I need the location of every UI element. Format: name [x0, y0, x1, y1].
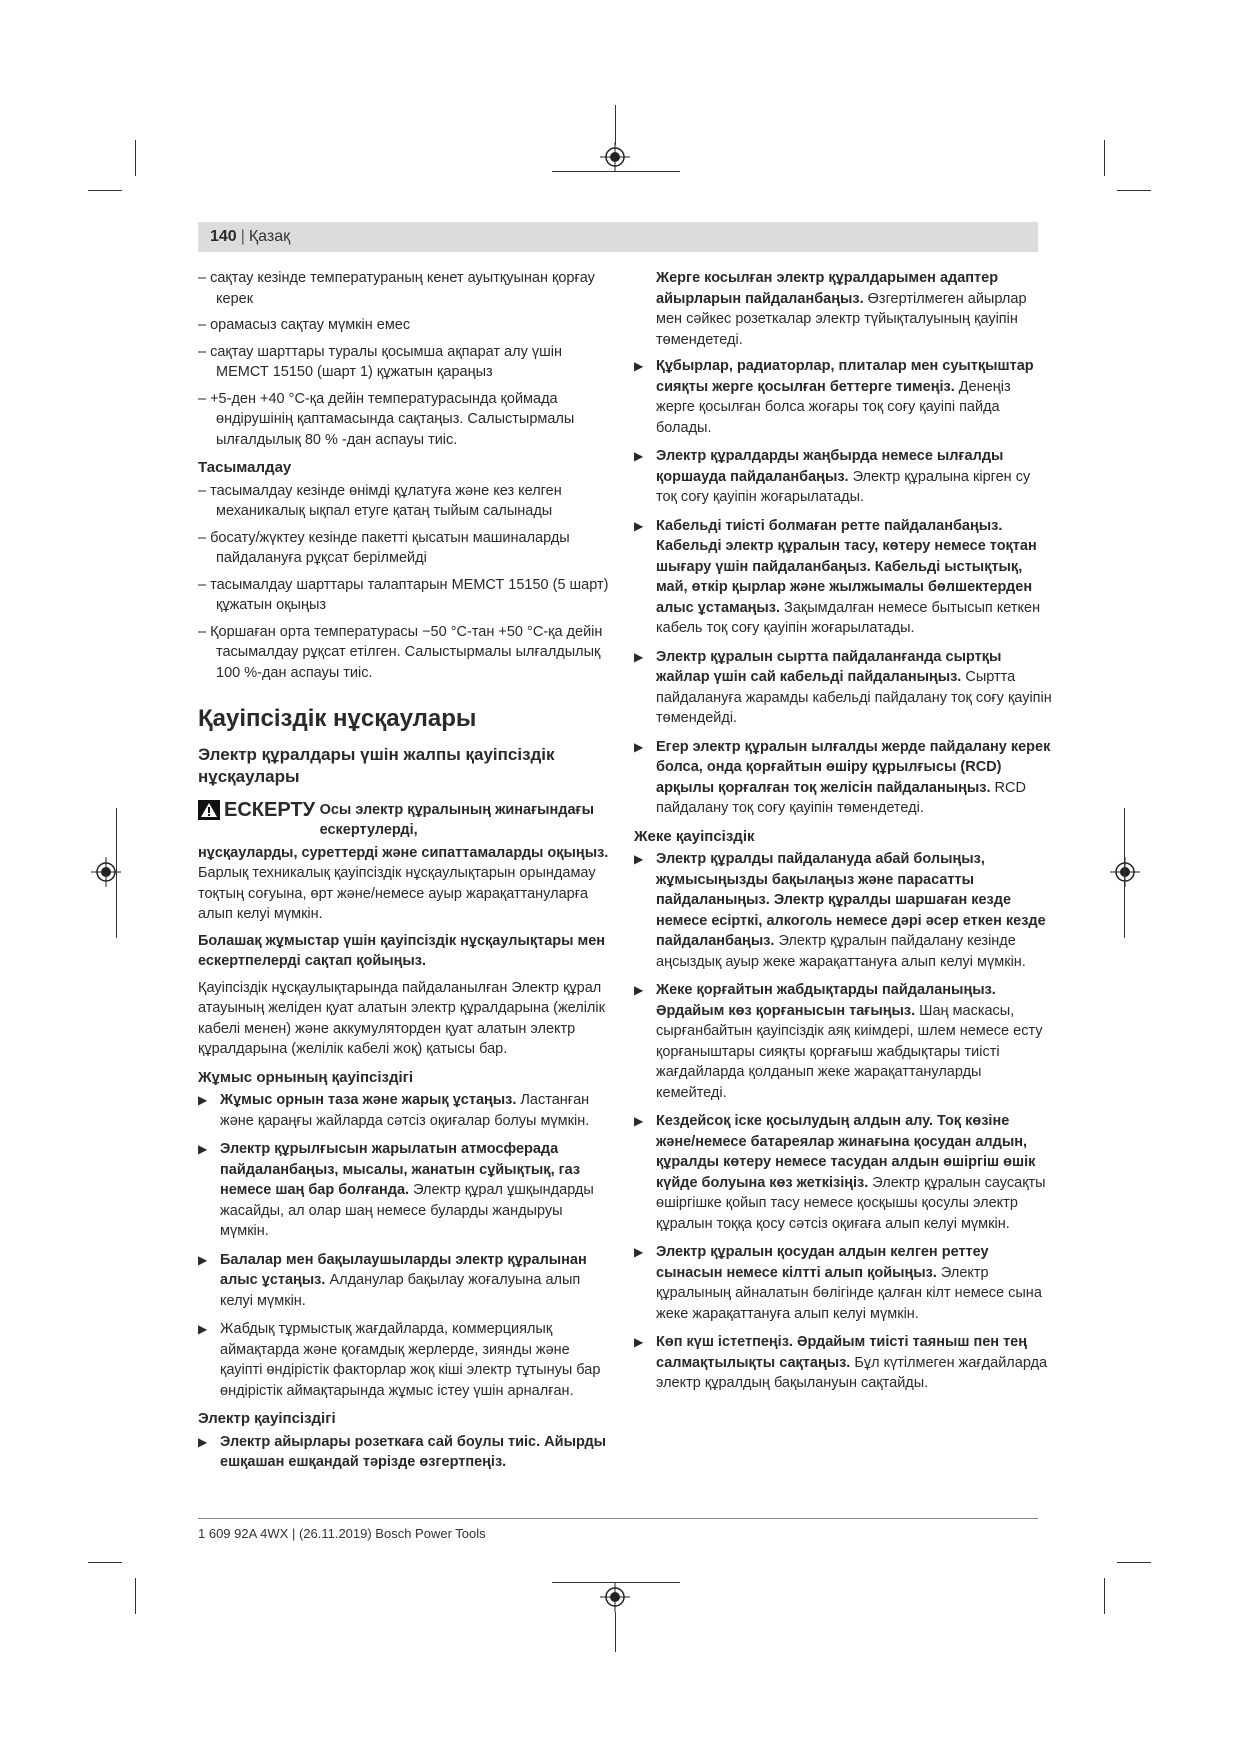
- registration-mark-right-icon: [1110, 857, 1140, 887]
- general-safety-heading: Электр құралдары үшін жалпы қауіпсіздік нұсқаулары: [198, 744, 555, 786]
- crop-mark: [615, 105, 616, 145]
- bullet-bold: Кабельді тиісті болмаған ретте пайдаланбаңыз. Кабельді электр құралын тасу, көтеру немесе тоқтан шығару үшін пайдаланбаңыз. Кабельді ыстықтық, май, өткір қырлар және жылжымалы бөлшектерден алыс ұстамаңыз.: [656, 517, 1037, 616]
- registration-mark-bottom-icon: [600, 1582, 630, 1612]
- crop-mark: [1117, 190, 1151, 191]
- electric-item: [634, 516, 1052, 639]
- footer-divider: [198, 1518, 1038, 1519]
- bullet-text: Электр құрал ұшқындарды жасайды, ал олар шаң немесе буларды жандыруы мүмкін.: [220, 1182, 594, 1239]
- safety-title: Қауіпсіздік нұсқаулары: [198, 705, 477, 732]
- warning-bold-text: нұсқауларды, суреттерді және сипаттамаларды оқыңыз.: [198, 844, 609, 861]
- crop-mark: [135, 140, 136, 176]
- crop-mark: [552, 171, 680, 172]
- crop-mark: [1124, 808, 1125, 938]
- bullet-triangle-icon: ▶: [634, 983, 644, 997]
- bullet-bold: Балалар мен бақылаушыларды электр құралынан алыс ұстаңыз.: [220, 1251, 587, 1288]
- crop-mark: [1104, 140, 1105, 176]
- bullet-text: Зақымдалған немесе бытысып кеткен кабель тоқ соғу қауіпін жоғарылатады.: [656, 599, 1041, 636]
- header-separator: |: [240, 228, 245, 245]
- storage-item: – +5-ден +40 °C-қа дейін температурасында қоймада өндірушінің қаптамасында сақтаңыз. Салыстырмалы ылғалдылық 80 % -дан аспауы тиіс.: [198, 390, 575, 448]
- personal-item: [634, 849, 1052, 972]
- personal-item: [634, 1242, 1052, 1324]
- transport-heading: Тасымалдау: [198, 459, 292, 476]
- page-footer: 1 609 92A 4WX | (26.11.2019) Bosch Power Tools: [198, 1526, 486, 1541]
- bullet-triangle-icon: ▶: [198, 1322, 208, 1336]
- electric-safety-heading: Электр қауіпсіздігі: [198, 1410, 336, 1427]
- page-number: 140: [210, 228, 237, 245]
- keep-instructions-text: Қауіпсіздік нұсқаулықтарында пайдаланылған Электр құрал атауының желіден қуат алатын электр құралдарына (желілік кабелі менен) және аккумуляторден қуат алатын электр құралдарына (желілік кабелі жоқ) қатысы бар.: [198, 979, 605, 1057]
- transport-item: – Қоршаған орта температурасы −50 °C-тан +50 °C-қа дейін тасымалдау рұқсат етілген. Салыстырмалы ылғалдылық 100 %-дан аспауы тиіс.: [198, 623, 603, 681]
- electric-item: [198, 1432, 613, 1473]
- electric-item: [634, 647, 1052, 729]
- warning-label: [198, 800, 320, 821]
- transport-item: – босату/жүктеу кезінде пакетті қысатын машиналарды пайдалануға рұқсат берілмейді: [198, 529, 570, 566]
- bullet-triangle-icon: ▶: [634, 1335, 644, 1349]
- bullet-bold: Электр құрылғысын жарылатын атмосферада пайдаланбаңыз, мысалы, жанатын сұйықтық, газ немесе шаң бар болғанда.: [220, 1141, 581, 1198]
- personal-item: [634, 1332, 1052, 1394]
- crop-mark: [88, 190, 122, 191]
- warning-label-text: ЕСКЕРТУ: [224, 798, 316, 821]
- transport-item: – тасымалдау шарттары талаптарын МЕМСТ 15150 (5 шарт) құжатын оқыңыз: [198, 576, 609, 613]
- bullet-text: Электр құралына кірген су тоқ соғу қауіпін жоғарылатады.: [656, 468, 1031, 505]
- bullet-triangle-icon: ▶: [634, 739, 644, 754]
- bullet-bold: Кездейсоқ іске қосылудың алдын алу. Тоқ көзіне және/немесе батареялар жинағына қосудан алдын, құралды көтеру немесе тасудан алдын өшіргіш өшік күйде болуына көз жеткізіңіз.: [656, 1113, 1036, 1191]
- bullet-triangle-icon: ▶: [198, 1252, 208, 1267]
- bullet-bold: Егер электр құралын ылғалды жерде пайдалану керек болса, онда қорғайтын өшіру құрылғысы (RCD) арқылы қорғалған тоқ желісін пайдаланыңыз.: [656, 738, 1051, 796]
- bullet-text: Денеңіз жерге қосылған болса жоғары тоқ соғу қауіпі пайда болады.: [656, 378, 1011, 436]
- storage-item: – орамасыз сақтау мүмкін емес: [198, 317, 411, 333]
- work-area-heading: Жұмыс орнының қауіпсіздігі: [198, 1068, 414, 1086]
- crop-mark: [552, 1582, 680, 1583]
- bullet-bold: Электр құралды пайдалануда абай болыңыз, жұмысыңызды бақылаңыз және парасатты пайдаланыңыз. Электр құралды шаршаған кезде немесе есірткі, алкоголь немесе дәрі әсер еткен кезде пайдаланбаңыз.: [656, 851, 1046, 949]
- keep-instructions-heading: Болашақ жұмыстар үшін қауіпсіздік нұсқаулықтары мен ескертпелерді сақтап қойыңыз.: [198, 932, 606, 969]
- bullet-triangle-icon: ▶: [634, 449, 644, 463]
- electric-item: [634, 446, 1052, 508]
- crop-mark: [88, 1562, 122, 1563]
- warning-text: Барлық техникалық қауіпсіздік нұсқаулықтарын орындамау тоқтың соғуына, өрт және/немесе ауыр жарақаттануларға алып келуі мүмкін.: [198, 865, 596, 922]
- work-item: [198, 1090, 613, 1131]
- bullet-text: Сыртта пайдалануға жарамды кабельді пайдалану тоқ соғу қауіпін төмендейді.: [656, 669, 1052, 726]
- registration-mark-top-icon: [600, 142, 630, 172]
- bullet-text: Электр құралының айналатын бөлігінде қалған кілт немесе сына жеке жарақаттануға алып келуі мүмкін.: [656, 1264, 1042, 1322]
- bullet-bold: Жұмыс орнын таза және жарық ұстаңыз.: [220, 1092, 517, 1108]
- bullet-text: Шаң маскасы, сырғанбайтын қауіпсіздік аяқ киімдері, шлем немесе есту қорғаныштары сияқты қорғағыш жабдықтары тиісті жағдайларда қолданып жеке жарақаттануларды кемейтеді.: [656, 1002, 1043, 1101]
- bullet-text: Алданулар бақылау жоғалуына алып келуі мүмкін.: [220, 1272, 581, 1309]
- crop-mark: [135, 1578, 136, 1614]
- personal-safety-heading: Жеке қауіпсіздік: [634, 827, 755, 845]
- adapter-paragraph: [634, 268, 1052, 350]
- bullet-text: Электр құралын пайдалану кезінде аңсыздық ауыр жеке жарақаттануға алып келуі мүмкін.: [656, 933, 1026, 970]
- storage-item: – сақтау кезінде температураның кенет ауытқуынан қорғау керек: [198, 270, 595, 307]
- bullet-triangle-icon: ▶: [198, 1434, 208, 1449]
- bullet-bold: Электр құралын сыртта пайдаланғанда сыртқы жайлар үшін сай кабельді пайдаланыңыз.: [656, 648, 1002, 685]
- left-column: [198, 268, 613, 1481]
- bullet-text: Жабдық тұрмыстық жағдайларда, коммерциялық аймақтарда және қоғамдық жерлерде, зиянды және қауіпті өндірістік факторлар жоқ кіші электр тұтынуы бар өндірістік аймақтарында жұмыс істеу үшін арналған.: [220, 1321, 601, 1399]
- header-language: Қазақ: [248, 228, 291, 245]
- warning-triangle-icon: [198, 800, 220, 820]
- bullet-bold: Электр құралдарды жаңбырда немесе ылғалды қоршауда пайдаланбаңыз.: [656, 448, 1004, 485]
- adapter-bold: Жерге косылған электр құралдарымен адаптер айырларын пайдаланбаңыз.: [656, 270, 999, 307]
- bullet-bold: Электр құралын қосудан алдын келген реттеу сынасын немесе кілтті алып қойыңыз.: [656, 1244, 989, 1281]
- bullet-triangle-icon: ▶: [198, 1093, 208, 1107]
- electric-item: [634, 737, 1052, 819]
- crop-mark: [1117, 1562, 1151, 1563]
- bullet-triangle-icon: ▶: [634, 1245, 644, 1259]
- page-header: [198, 222, 1038, 252]
- work-item: [198, 1250, 613, 1312]
- work-item: [198, 1139, 613, 1242]
- bullet-text: Ластанған және қараңғы жайларда сәтсіз оқиғалар болуы мүмкін.: [220, 1092, 590, 1129]
- crop-mark: [116, 808, 117, 938]
- bullet-text: Бұл күтілмеген жағдайларда электр құралдың бақылануын сақтайды.: [656, 1354, 1048, 1391]
- bullet-text: RCD пайдалану тоқ соғу қауіпін төмендетеді.: [656, 779, 1026, 816]
- storage-item: – сақтау шарттары туралы қосымша ақпарат алу үшін МЕМСТ 15150 (шарт 1) құжатын қараңыз: [198, 343, 562, 380]
- bullet-triangle-icon: ▶: [634, 649, 644, 664]
- work-item: [198, 1319, 613, 1401]
- warning-row: [198, 800, 613, 841]
- bullet-bold: Көп күш істетпеңіз. Әрдайым тиісті таяныш пен тең салмақтылықты сақтаңыз.: [656, 1334, 1027, 1371]
- electric-item: [634, 356, 1052, 438]
- right-column: [634, 268, 1052, 1402]
- transport-item: – тасымалдау кезінде өнімді құлатуға және кез келген механикалық ықпал етуге қатаң тыйым салынады: [198, 482, 562, 519]
- bullet-bold: Электр айырлары розеткаға сай боулы тиіс. Айырды ешқашан ешқандай тәрізде өзгертпеңіз.: [220, 1433, 607, 1470]
- crop-mark: [1104, 1578, 1105, 1614]
- crop-mark: [615, 1612, 616, 1652]
- warning-paragraph: [198, 843, 613, 925]
- bullet-bold: Жеке қорғайтын жабдықтарды пайдаланыңыз. Әрдайым көз қорғанысын тағыңыз.: [656, 982, 996, 1019]
- bullet-text: Электр құралын саусақты өшіргішке қойып тасу немесе қосқышы қосулы электр құралын тоққа қосу сәтсіз оқиғаға алып келуі мүмкін.: [656, 1174, 1046, 1232]
- bullet-bold: Құбырлар, радиаторлар, плиталар мен суытқыштар сияқты жерге қосылған беттерге тимеңіз.: [656, 358, 1034, 395]
- personal-item: [634, 980, 1052, 1103]
- bullet-triangle-icon: ▶: [634, 518, 644, 533]
- bullet-triangle-icon: ▶: [634, 359, 644, 373]
- warning-first-line: Осы электр құралының жинағындағы ескертулерді,: [319, 801, 594, 838]
- bullet-triangle-icon: ▶: [634, 852, 644, 866]
- adapter-text: Өзгертілмеген айырлар мен сәйкес розеткалар электр түйықталуының қауіпін төмендетеді.: [656, 290, 1027, 348]
- bullet-triangle-icon: ▶: [198, 1142, 208, 1156]
- bullet-triangle-icon: ▶: [634, 1114, 644, 1128]
- personal-item: [634, 1111, 1052, 1234]
